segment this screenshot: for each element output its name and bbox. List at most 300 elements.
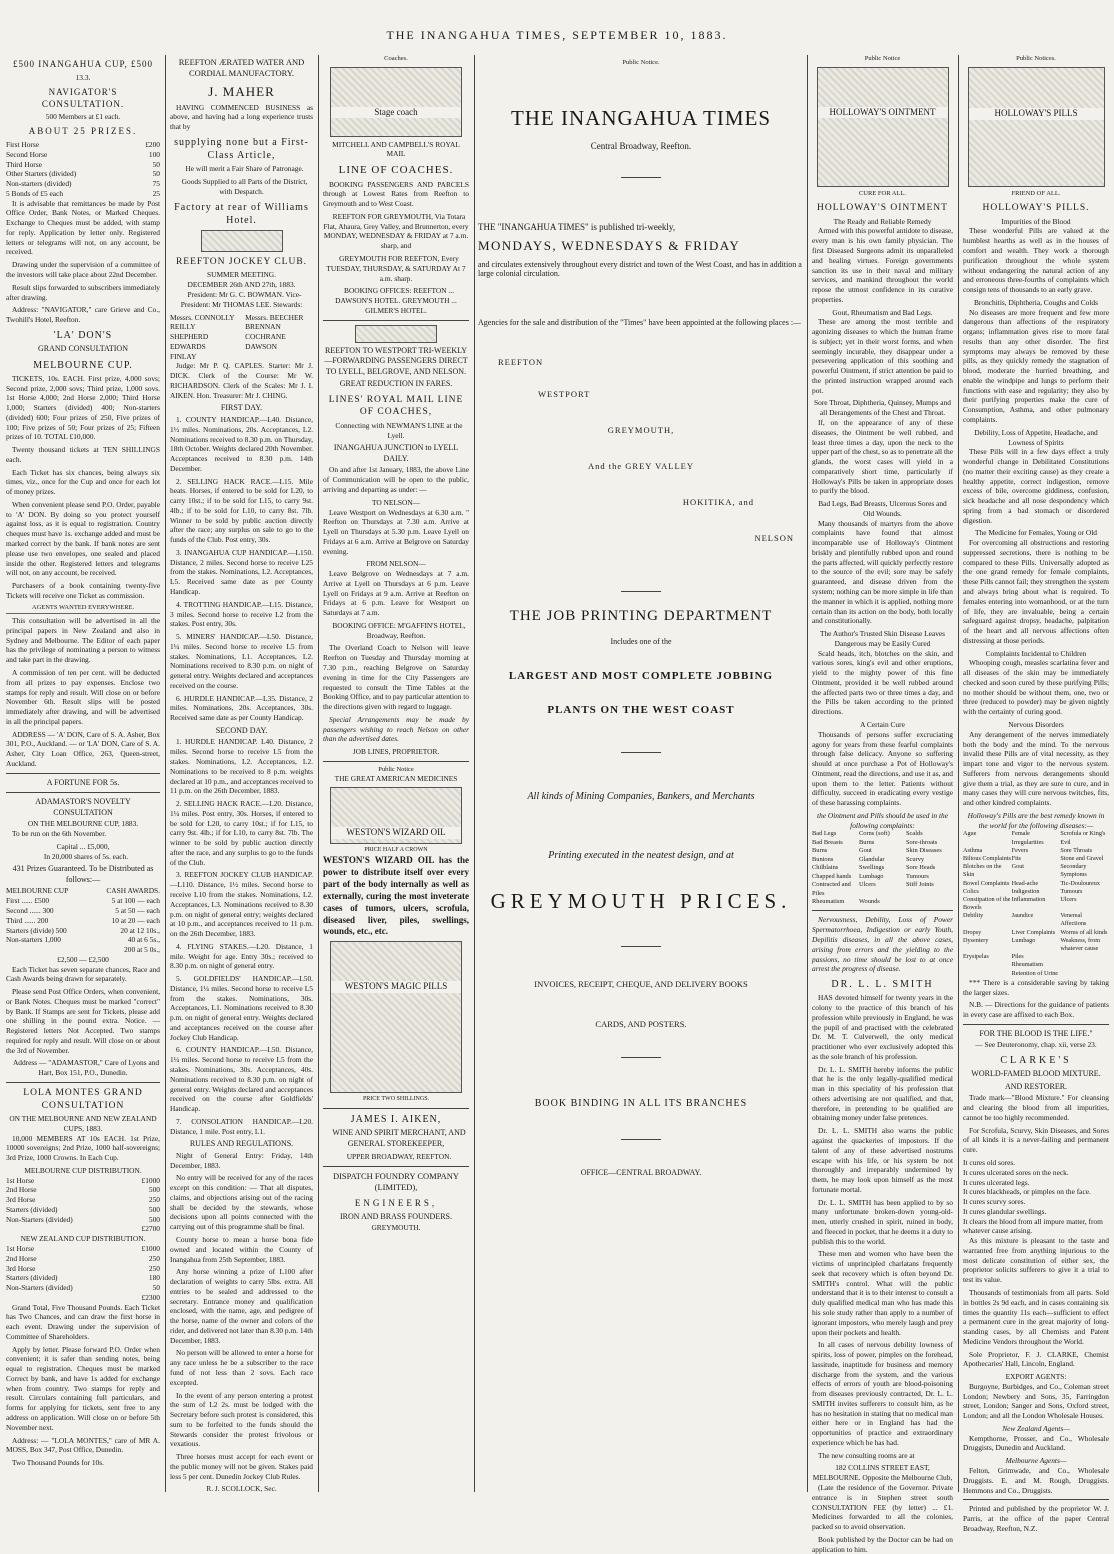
magic-pills-image	[330, 941, 462, 1093]
list-item: Gout	[1011, 863, 1025, 871]
paragraph: No person will be allowed to enter a horse for any race unless he be a subscriber to the race fund of not less than 2 sovs. Each race excepted.	[170, 1348, 313, 1387]
paragraph: These Pills will in a few days effect a truly wonderful change in Debilitated Constitutions (no matter their exciting cause) as they create a healthy appetite, correct indigestion, remove excess of bile, overcome giddiness, confusion, sick headache and all nose despondency which spring from a bad stomach or disordered digestion.	[963, 447, 1109, 525]
cards-line: CARDS, AND POSTERS.	[595, 1019, 687, 1029]
table-row	[6, 1293, 160, 1303]
list-item: Worms of all kinds	[1060, 928, 1108, 936]
cell: DAWSON	[245, 341, 277, 351]
list-item	[1060, 961, 1109, 969]
section-label: Public Notice	[864, 55, 901, 62]
subhead: Bronchitis, Diphtheria, Coughs and Colds	[974, 297, 1098, 307]
list-item: Ague	[963, 830, 977, 838]
section-label: Public Notices.	[1016, 55, 1056, 62]
cell: Third Horse	[6, 159, 42, 169]
subhead: Holloway's Pills are the best remedy known in the world for the following diseases:—	[967, 810, 1105, 830]
paragraph: Any horse winning a prize of L100 after declaration of weights to carry 5lbs. extra. All entries to be sealed and addressed to the secretary. Entrance money and qualification enclosed, with the name, age, and pedigree of the horse, name of the owner and colors of the rider, and delivered not later than 8.30 p.m. 14th December, 1883.	[170, 1267, 313, 1345]
race-entry: 2. SELLING HACK RACE.—L20. Distance, 1¼ miles. Post entry, 30s. Horses, if entered to be sold for L20, to carry 10st.; if for L15, to carry 9st. 4lb.; if for L10, to carry 8st. 7lb. The winner to be sold by public auction directly after the race, and any surplus to go to the funds of the Club.	[170, 799, 313, 867]
subhead: THE GREAT AMERICAN MEDICINES	[334, 774, 458, 784]
subhead: MELBOURNE CUP DISTRIBUTION.	[24, 1165, 142, 1175]
list-item: Colics	[963, 887, 979, 895]
list-item: Gout	[859, 847, 872, 855]
cell: 75	[152, 179, 160, 189]
race-entry: 7. CONSOLATION HANDICAP.—L20. Distance, 1 mile. Post entry, L1.	[170, 1116, 313, 1136]
subhead: Bad Legs, Bad Breasts, Ulcerous Sores and Old Wounds.	[818, 499, 947, 518]
paragraph: He will merit a Fair Share of Patronage.	[185, 164, 304, 174]
paragraph: For Scrofula, Scurvy, Skin Diseases, and Sores of all kinds it is a never-failing and permanent cure.	[963, 1125, 1109, 1155]
address: 182 COLLINS STREET EAST, MELBOURNE. Opposite the Melbourne Club,	[812, 1463, 953, 1483]
paragraph: No entry will be received for any of the races except on this condition: — That all disputes, claims, and objections arising out of the racing shall be decided by the stewards, whose decisions upon all points connected with the carrying out of this programme shall be final.	[170, 1173, 313, 1232]
agency-place: HOKITIKA, and	[682, 497, 754, 507]
list-item: Contracted and Piles	[812, 881, 851, 897]
paragraph: Grand Total, Five Thousand Pounds. Each Ticket has Two Chances, and can draw the first horse in each event. Drawing under the supervision of Committee of Shareholders.	[6, 1302, 160, 1341]
table-row	[6, 150, 160, 160]
table-row	[6, 1224, 160, 1234]
cell: REILLY	[170, 322, 196, 332]
list-item: It clears the blood from all impure matter, from whatever cause arising.	[963, 1216, 1103, 1236]
list-item: Blotches on the Skin	[963, 863, 1002, 879]
list-item: Scalds	[906, 830, 923, 838]
subhead: The Author's Trusted Skin Disease Leaves Dangerous may be Easily Cured	[819, 629, 946, 648]
subhead: 500 Members at £1 each.	[45, 112, 121, 122]
headline: JAMES I. AIKEN,	[350, 1114, 442, 1126]
image-caption: Stage coach	[331, 107, 461, 119]
headline: MELBOURNE CUP.	[33, 359, 133, 371]
table-row	[170, 313, 313, 323]
table-row	[170, 332, 313, 342]
cell: Non-Starters (divided)	[6, 1283, 73, 1293]
list-item: Dysentery	[963, 936, 989, 944]
paragraph: Drawing under the supervision of a committee of the investors will take place about 22nd December.	[6, 260, 160, 279]
subhead: The Ready and Reliable Remedy	[833, 216, 932, 226]
list-item: It cures scurvy sores.	[963, 1197, 1026, 1207]
list-item: Retention of Urine	[1011, 969, 1059, 977]
cell: 250	[148, 1195, 160, 1205]
cell: 50	[152, 1283, 160, 1293]
paragraph: Leave Westport on Wednesdays at 6.30 a.m. " Reefton on Thursdays at 7.30 a.m. Arrive at Lyell on Thursdays at 5.30 p.m. Leave Lyell on Fridays at 6 a.m. Arrive at Belgrove on Saturday evening.	[323, 507, 469, 556]
cures-list	[963, 1158, 1109, 1236]
divider	[323, 761, 469, 762]
subhead: New Zealand Agents—	[1002, 1423, 1070, 1433]
subhead: ON THE MELBOURNE AND NEW ZEALAND CUPS, 1883.	[9, 1114, 157, 1133]
paragraph: Dr. L. L. SMITH has been applied to by so many unfortunate broken-down young-old-men, utterly crushed in spirit, ruined in body, and fleeced in pocket, that he deems it a duty to publish this to the world.	[812, 1197, 953, 1246]
paragraph: This consultation will be advertised in all the principal papers in New Zealand and also in Sydney and Melbourne. The Editor of each paper has the privilege of nominating a person to witness and take part in the drawing.	[6, 616, 160, 665]
headline: ADAMASTOR'S NOVELTY CONSULTATION	[35, 797, 131, 817]
paragraph: Thousands of testimonials from all parts. Sold in bottles 2s 9d each, and in cases containing six times the quantity 11s each—sufficient to effect a permanent cure in the great majority of long-standing cases, by all Chemists and Patent Medicine Vendors throughout the World.	[963, 1287, 1109, 1346]
paragraph: 10,000 MEMBERS AT 10s EACH. 1st Prize, 10000 sovereigns; 2nd Prize, 1000 half-sovereigns; 3rd Prize, 1000 Crowns. In Each Cup.	[6, 1133, 160, 1163]
paragraph: Purchasers of a book containing twenty-five Tickets will receive one Ticket as commission.	[6, 581, 160, 600]
list-item: Burns	[812, 847, 828, 855]
subhead: 13.3.	[75, 72, 91, 82]
subhead: — See Deuteronomy, chap. xii, verse 23.	[975, 1040, 1097, 1050]
paragraph: REEFTON FOR GREYMOUTH, Via Totara Flat, Ahaura, Grey Valley, and Brunnerton, every MONDAY, WEDNESDAY & FRIDAY at 7 a.m. sharp, and	[323, 211, 469, 251]
divider	[963, 1024, 1109, 1025]
cell: 5 at 100 — each	[111, 896, 160, 906]
race-entry: 6. HURDLE HANDICAP.—L35. Distance, 2 miles. Nominations, 20s. Acceptances, 30s. Received same date as per County Handicap.	[170, 693, 313, 723]
cures-list	[812, 830, 953, 906]
paragraph: It is advisable that remittances be made by Post Office Order, Bank Notes, or Marked Cheques. Exchange to Cheques must be added, with stamp for reply. Application by letter only. Registered letters or telegrams will not, on any account, be received.	[6, 198, 160, 257]
table-row	[6, 916, 160, 926]
paragraph: County horse to mean a horse bona fide owned and located within the County of Inangahua from 25th September, 1883.	[170, 1235, 313, 1264]
capital: Capital ... £5,000,	[56, 841, 110, 851]
column-1	[6, 55, 160, 1492]
list-item: Fevers	[1011, 846, 1029, 854]
table-row	[6, 935, 160, 945]
agency-place: And the GREY VALLEY	[588, 461, 694, 471]
headline: LOLA MONTES GRAND CONSULTATION	[23, 1087, 143, 1111]
cell: 3rd Horse	[6, 1195, 36, 1205]
west-coast-plants: PLANTS ON THE WEST COAST	[547, 704, 735, 716]
subhead: Debility, Loss of Appetite, Headache, and Lowness of Spirits	[974, 427, 1098, 447]
publication-days: MONDAYS, WEDNESDAYS & FRIDAY	[478, 238, 741, 253]
paragraph: As this mixture is pleasant to the taste and warranted free from anything injurious to the most delicate constitution of either sex, the proprietor solicits sufferers to give it a trial to test its value.	[963, 1236, 1109, 1285]
list-item: It cures glandular swellings.	[963, 1206, 1047, 1216]
race-entry: 5. GOLDFIELDS' HANDICAP.—L50. Distance, 1¼ miles. Second horse to receive L5 from the stakes. Nominations, 30s. Acceptances, L1. Nominations received to 8.30 p.m. on night of general entry. Weights declared and acceptances received on the course after Jockey Club Handicap.	[170, 974, 313, 1042]
headline: NAVIGATOR'S CONSULTATION.	[41, 86, 125, 109]
list-item: Corns (soft)	[859, 830, 890, 838]
headline: SECOND DAY.	[215, 725, 268, 735]
race-entry: 2. SELLING HACK RACE.—L15. Mile heats. Horses, if entered to be sold for L20, to carry 10st.; if to be sold for L15, to carry 9st. 4lb.; if to be sold for L10, to carry 8st. 7lb. Winner to be sold by public auction directly after the race; any surplus on sale to go to the funds of the Club. Post entry, 30s.	[170, 476, 313, 545]
divider	[621, 177, 661, 178]
cell	[245, 352, 313, 362]
cell: Second Horse	[6, 149, 48, 159]
paragraph: UPPER BROADWAY, REEFTON.	[346, 1152, 452, 1162]
table-row	[6, 1185, 160, 1195]
subhead: Includes one of the	[610, 637, 672, 646]
list-item: Tic-Douloureux	[1060, 879, 1100, 887]
column-2	[170, 55, 313, 1492]
cell: Non-Starters (divided)	[6, 1214, 73, 1224]
cell: 2nd Horse	[6, 1253, 37, 1263]
list-item: It cures ulcerated sores on the neck.	[963, 1167, 1069, 1177]
headline: Factory at rear of Williams Hotel.	[174, 201, 309, 226]
table-row	[6, 1176, 160, 1186]
largest-plant: LARGEST AND MOST COMPLETE JOBBING	[508, 670, 774, 682]
paragraph: Dr. L. L. SMITH also warns the public against the quackeries of impostors. If the talent of any of these advertised nostrums escape with his life, or his system be not thoroughly and irreparably undermined by them, he may look upon himself as the most fortunate mortal.	[812, 1126, 953, 1194]
cell: 50	[152, 169, 160, 179]
cell: Non-starters 1,000	[6, 935, 62, 945]
headline: FOR THE BLOOD IS THE LIFE."	[979, 1028, 1093, 1038]
agency-place: REEFTON	[498, 357, 544, 367]
paragraph: (Late the residence of the Governor. Private entrance is in Stephen street south CONSULTATION FEE (by letter) ... £1. Medicines forwarded to all the colonies, packed so to avoid observation.	[812, 1483, 953, 1532]
cell	[6, 945, 89, 955]
paragraph: Trade mark—"Blood Mixture." For cleansing and clearing the blood from all impurities, cannot be too highly recommended.	[963, 1093, 1109, 1122]
subhead: FRIEND OF ALL.	[1011, 189, 1061, 197]
table-row	[6, 140, 160, 150]
list-item: Weakness, from whatever cause	[1060, 936, 1101, 953]
cell: MELBOURNE CUP	[6, 886, 69, 896]
subhead: SUMMER MEETING.	[207, 270, 276, 280]
cell: EDWARDS	[170, 341, 206, 351]
table-row	[170, 322, 313, 332]
list-item: It cures old sores.	[963, 1158, 1016, 1168]
section-label: Coaches.	[384, 55, 408, 62]
list-item: Burns	[859, 838, 875, 846]
list-item: Wounds	[859, 898, 880, 906]
total: £2,500 — £2,500	[57, 954, 109, 964]
paragraph: Nervousness, Debility, Loss of Power Spermatorrhoea, Indigestion or early Youth, Depilitis diseases, in all the above cases, arising from errors and the yielding to the passions, no time should be lost to at once arrest the progress of disease.	[812, 915, 953, 974]
cell: FINLAY	[170, 351, 197, 361]
list-item: Bad Legs	[812, 830, 837, 838]
list-item	[963, 970, 1012, 978]
list-item: Skin Diseases	[906, 847, 942, 855]
cell: CASH AWARDS.	[106, 886, 160, 896]
cell: £2700	[141, 1224, 160, 1234]
list-item: Sore-throats	[906, 838, 938, 846]
cell: COCHRANE	[245, 332, 286, 342]
list-item: Jaundice	[1011, 912, 1034, 920]
paragraph: Whooping cough, measles scarlatina fever and all diseases of the skin may be immediately checked and soon cured by these purifying Pills; no mother should be without them, one, two or three (reduced to powder) may be given nightly with the certainty of curing good.	[963, 658, 1109, 717]
image-caption: WESTON'S WIZARD OIL	[331, 827, 461, 839]
paragraph: The Overland Coach to Nelson will leave Reefton on Tuesday and Thursday morning at 7.30 p.m., reaching Belgrove on Saturday evening in time for the City Passengers are requested to consult the Time Tables at the Booking Office, and to pay particular attention to the directions given with regard to luggage.	[323, 643, 469, 712]
race-entry: 4. FLYING STAKES.—L20. Distance, 1 mile. Weight for age. Entry 30s.; received to 8.30 p.m. on night of general entry.	[170, 941, 313, 971]
section-label: Public Notice.	[622, 59, 660, 66]
list-item: Lumbago	[1011, 936, 1036, 944]
paragraph: Goods Supplied to all Parts of the District, with Despatch.	[181, 177, 308, 196]
printing-line: Printing executed in the neatest design, and at	[548, 850, 734, 861]
cell: £200	[145, 140, 160, 150]
cell: Messrs. CONNOLLY	[170, 312, 235, 322]
headline: REEFTON TO WESTPORT TRI-WEEKLY—FORWARDING PASSENGERS DIRECT TO LYELL, BELGROVE, AND NELSON.	[324, 345, 468, 376]
paragraph: Result slips forwarded to subscribers immediately after drawing.	[6, 282, 160, 302]
paragraph: In 20,000 shares of 5s. each.	[43, 851, 129, 861]
agencies-note: Agencies for the sale and distribution of the "Times" have been appointed at the following places :—	[478, 318, 802, 327]
divider	[621, 1057, 661, 1058]
column-6	[963, 55, 1109, 1533]
headline: IRON AND BRASS FOUNDERS.	[339, 1211, 453, 1221]
race-entry: 6. COUNTY HANDICAP.—L50. Distance, 1¼ miles. Second horse to receive L5 from the stakes. Nominations, 30s. Acceptances, 40s. Nominations received to 8.30 p.m. on night of general entry. Weights declared and acceptances received on the course after Goldfields' Handicap.	[170, 1045, 313, 1114]
racehorse-image	[201, 230, 283, 252]
coach-image	[355, 325, 437, 343]
agency-place: NELSON	[754, 533, 794, 543]
list-item: Tumours	[906, 872, 929, 880]
paragraph: Address: — "LOLA MONTES," care of MR A. MOSS, Box 347, Post Office, Dunedin.	[6, 1435, 160, 1455]
subhead: DECEMBER 26th AND 27th, 1883.	[187, 280, 296, 290]
list-item: Female Irregularities	[1011, 830, 1044, 846]
table-row	[6, 169, 160, 179]
holloway-ointment-image	[817, 67, 949, 187]
cell: 1st Horse	[6, 1175, 35, 1185]
divider	[621, 591, 661, 592]
cell: First ...... £500	[6, 896, 50, 906]
list-item: Rheumatism	[812, 898, 845, 906]
paragraph: Sole Proprietor, F. J. CLARKE, Chemist Apothecaries' Hall, Lincoln, England.	[963, 1349, 1109, 1369]
paragraph: For overcoming all obstructions and restoring suppressed secretions, there is nothing to be compared to these Pills. Universally adopted as the one grand remedy for female complaints, these Pills cannot fail; they strengthen the system and always bring about what is required. To females entering into womanhood, or at the turn of life, they are invaluable, being a certain safeguard against dropsy, headache, palpitation of the heart and all nervous affections often distressing at those periods.	[963, 538, 1109, 645]
paragraph: Connecting with NEWMAN'S LINE at the Lyell.	[335, 420, 463, 440]
paragraph: In all cases of nervous debility lowness of spirits, loss of power, pimples on the forehead, lassitude, inaptitude for business and memory discharge from the system, and the various effects of errors of youth are blood-poisoning from diseases previously contracted, Dr. L. L. SMITH invites sufferers to consult him, as he has no hesitation in stating that no medical man either here or in England has had the opportunities of practice and extraordinary experience which he has had.	[812, 1340, 953, 1447]
section-label: Public Notice	[378, 765, 414, 773]
paragraph: Felton, Grimwade, and Co., Wholesale Druggists. E. and M. Rough, Druggists. Hemmons and Co., Druggists.	[963, 1465, 1109, 1495]
divider	[621, 946, 661, 947]
subhead: FROM NELSON—	[366, 559, 426, 569]
list-item: Chilblains	[812, 864, 839, 872]
paragraph: No diseases are more frequent and few more dangerous than affections of the respiratory organs; inflammation gives rise to more fatal results than any other disorder. The first symptoms may always be removed by these pills, as they quickly remedy the stagnation of blood, moderate the hurried breathing, and enable the windpipe and lungs to perform their functions with ease and regularity; they also by their purifying properties make the cure of Consumption, Asthma, and other pulmonary complaints.	[963, 307, 1109, 424]
cell: 250	[148, 1263, 160, 1273]
list-item: Ulcers	[859, 881, 876, 889]
job-printing-heading: THE JOB PRINTING DEPARTMENT	[509, 608, 773, 624]
list-item: Stiff Joints	[906, 881, 934, 889]
headline: INANGAHUA JUNCTION to LYELL DAILY.	[333, 443, 459, 463]
subhead: CURE FOR ALL.	[858, 189, 907, 197]
paragraph: Please send Post Office Orders, when convenient, or Bank Notes. Cheques must be marked "correct" by Bank. If Stamps are sent for Tickets, please add one shilling in the pound extra. Notice. — Registered letters Not Accepted. Two stamps required for reply and result. Will close on or about the 3rd of November.	[6, 987, 160, 1055]
cell: 25	[152, 188, 160, 198]
table-row	[6, 179, 160, 189]
paragraph: Kempthorne, Prosser, and Co., Wholesale Druggists, Dunedin and Auckland.	[963, 1433, 1109, 1453]
race-entry: 5. MINERS' HANDICAP.—L50. Distance, 1¼ miles. Second horse to receive L5 from stakes. Nominations, L1. Acceptances, L2. Nominations received to 8.30 p.m. on night of general entry. Weights declared and acceptances received on the course.	[170, 632, 313, 690]
subhead: Nervous Disorders	[1008, 719, 1064, 729]
cell: £1000	[141, 1175, 160, 1185]
paragraph: Armed with this powerful antidote to disease, every man is his own family physician. The first Diseased Surgeons admit its unparalleled and healing virtues. Foreign governments sanction its use in their naval and military services, and mankind throughout the world repose the utmost confidence in its curative properties.	[812, 226, 953, 304]
cell: 500	[148, 1214, 160, 1224]
paragraph: TICKETS, 10s. EACH. First prize, 4,000 sovs; Second prize, 2,000 sovs; Third prize, 1,000 sovs. 1st Horse 4,000; 2nd Horse 2,000; Third Horse 1,000; Starters (divided) 400; Non-starters (divided) 600; Four prizes of 250, Five prizes of 100; Five prizes of 50; Four prizes of 25; Fifteen prizes of 10. TOTAL £10,000.	[6, 373, 160, 442]
signature: R. J. SCOLLOCK, Sec.	[206, 1484, 277, 1494]
paragraph: These wonderful Pills are valued at the humblest hearths as well as in the houses of comfort and wealth. They work a thorough purification throughout the whole system without endangering the natural action of any and erroneous three-fourths of complaints which consign tens of thousands to an early grave.	[963, 226, 1109, 295]
headline: ENGINEERS,	[354, 1197, 438, 1208]
table-row	[6, 945, 160, 955]
wizard-oil-image	[330, 787, 462, 844]
subhead: Impurities of the Blood	[1001, 216, 1071, 226]
paragraph: Apply by letter. Please forward P.O. Order when convenient; it is safer than sending notes, being equal to registration. Cheques must be marked Correct by bank, and have 1s added for exchange when from country. Two stamps for reply and result. Circulars containing full particulars, and forms for applying for tickets, sent free to any address on application. Will close on or before 5th November next.	[6, 1344, 160, 1432]
table-row	[6, 886, 160, 896]
table-row	[6, 160, 160, 170]
invoices-line: INVOICES, RECEIPT, CHEQUE, AND DELIVERY BOOKS	[534, 979, 748, 989]
prize-table	[6, 140, 160, 199]
list-item: Glandular	[859, 855, 885, 863]
list-item: Stone and Gravel	[1060, 854, 1104, 862]
image-caption: HOLLOWAY'S PILLS	[969, 108, 1104, 120]
headline: £500 INANGAHUA CUP, £500	[12, 59, 153, 69]
list-item: Asthma	[963, 846, 983, 854]
list-item: Bunions	[812, 855, 834, 863]
divider	[963, 1499, 1109, 1500]
paragraph: A commission of ten per cent. will be deducted from all prizes to pay expenses. Enclose two stamps for reply and result. Will close on or before November 6th. Result slips will be posted immediately after drawing, and will be advertised in all the principal papers.	[6, 667, 160, 726]
list-item: Head-ache	[1011, 879, 1039, 887]
paragraph: Twenty thousand tickets at TEN SHILLINGS each.	[6, 445, 160, 464]
circulation-note: and circulates extensively throughout every district and town of the West Coast, and has in addition a large colonial circulation.	[478, 260, 802, 278]
cell: Non-starters (divided)	[6, 179, 72, 189]
cell: Second ...... 300	[6, 905, 54, 915]
column-rule	[474, 55, 475, 1492]
list-item	[1060, 970, 1109, 978]
race-entry: 3. INANGAHUA CUP HANDICAP.—L150. Distance, 2 miles. Second horse to receive L25 from the stakes. Nominations, L2. Acceptances, L5. Received same date as per County Handicap.	[170, 547, 313, 596]
subhead: Gout, Rheumatism and Bad Legs.	[832, 307, 933, 317]
list-item: Piles	[1011, 953, 1024, 961]
headline: DR. L. L. SMITH	[831, 979, 934, 991]
list-item: Venereal Affections	[1060, 912, 1087, 928]
headline: REEFTON ÆRATED WATER AND CORDIAL MANUFACTORY.	[178, 57, 305, 79]
list-item: Inflammation	[1011, 895, 1046, 903]
list-item: Tumours	[1060, 887, 1083, 895]
cell: 180	[148, 1273, 160, 1283]
paragraph: WINE AND SPIRIT MERCHANT, AND GENERAL STOREKEEPER,	[332, 1128, 466, 1148]
paragraph: In the event of any person entering a protest the sum of L2 2s. must be lodged with the Secretary before such protest is considered, this sum to be forfeited to the funds should the Stewards consider the protest frivolous or vexatious.	[170, 1390, 313, 1449]
paragraph: Two Thousand Pounds for 10s.	[12, 1458, 104, 1468]
paragraph: Each Ticket has seven separate chances, Race and Cash Awards being drawn for separately.	[6, 964, 160, 984]
column-rule	[318, 55, 319, 1492]
divider	[621, 752, 661, 753]
section-label: AGENTS WANTED EVERYWHERE.	[6, 604, 160, 615]
cell: 3rd Horse	[6, 1263, 36, 1273]
paragraph: GREYMOUTH FOR REEFTON, Every TUESDAY, THURSDAY, & SATURDAY At 7 a.m. sharp.	[326, 253, 466, 283]
list-item: Rheumatism	[1011, 961, 1043, 969]
paragraph: Leave Belgrove on Wednesdays at 7 a.m. Arrive at Lyell on Thursdays at 6 p.m. Leave Lyell on Fridays at 9 a.m. Arrive at Reefton on Fridays at 6 p.m. Leave for Westport on Saturdays at 7 a.m.	[323, 569, 469, 618]
column-5	[812, 55, 953, 1554]
paragraph: To be run on the 6th November.	[12, 829, 107, 839]
divider	[6, 773, 160, 774]
table-row	[6, 1254, 160, 1264]
list-item: Scrofula or King's Evil	[1060, 830, 1106, 846]
list-item: Bad Breasts	[812, 838, 843, 846]
paragraph: On and after 1st January, 1883, the above Line of Communication will be open to the public, arriving and departing as under: —	[323, 465, 469, 494]
paragraph: These are among the most terrible and agonizing diseases to which the human frame is subject; yet in their worst forms, and when seemingly incurable, they disappear under a persevering application of this soothing and powerful Ointment, if strict attention be paid to the printed instruction wrapped around each pot.	[812, 317, 953, 395]
list-item: It cures ulcerated legs.	[963, 1177, 1030, 1187]
column-rule	[807, 55, 808, 1492]
paragraph: Burgoyne, Burbidges, and Co., Coleman street London; Newbery and Sons, 35, Farringdon street, London; Sanger and Sons, Oxford street, London; and all the London Wholesale Houses.	[963, 1381, 1109, 1421]
list-item: Dropsy	[963, 928, 982, 936]
paragraph: Special Arrangements may be made by passengers wishing to reach Nelson on other than the advertised dates.	[323, 714, 469, 744]
paragraph: WESTON'S WIZARD OIL has the power to distribute itself over every part of the body internally as well as externally, curing the most inveterate cases of tumors, ulcers, scrofula, diseased liver, piles, swellings, wounds, etc., etc.	[323, 855, 469, 937]
headline: CLARKE'S	[1000, 1055, 1072, 1067]
cell: 5 Bonds of £5 each	[6, 188, 64, 198]
list-item	[963, 961, 1012, 969]
paragraph: *** There is a considerable saving by taking the larger sizes.	[963, 977, 1109, 997]
cell: £1000	[141, 1244, 160, 1253]
greymouth-prices: GREYMOUTH PRICES.	[490, 889, 792, 913]
paragraph: If, on the appearance of any of these diseases, the Ointment be well rubbed, and least three times a day, upon the neck to the upper part of the chest, so as to penetrate all the glands, the worst cases will yield in a comparatively short time, particularly if Holloway's Pills be taken in appropriate doses to purify the blood.	[812, 418, 953, 496]
cell: 40 at 6 5s.,	[127, 935, 160, 945]
divider	[323, 320, 469, 321]
paragraph: Scald heads, itch, blotches on the skin, and various sores, king's evil and other eruptions, yield to the mighty power of this fine Ointment, provided it be well rubbed around the affected parts two or three times a day, and the Pills be taken according to the printed directions.	[812, 648, 953, 717]
diseases-list	[963, 830, 1109, 977]
divider	[6, 792, 160, 793]
cell: £2300	[141, 1292, 160, 1302]
list-item: Swellings	[859, 864, 885, 872]
paragraph: N.B. — Directions for the guidance of patients in every case are affixed to each Box.	[963, 1000, 1109, 1020]
signature: JOB LINES, PROPRIETOR.	[352, 747, 440, 757]
list-item: Fits	[1011, 854, 1021, 862]
headline: AND RESTORER.	[1004, 1081, 1068, 1091]
paragraph: Three horses must accept for each event or the public money will not be given. Stakes paid less 5 per cent. Dunedin Jockey Club Rules.	[170, 1452, 313, 1481]
masthead: THE INANGAHUA TIMES, SEPTEMBER 10, 1883.	[386, 28, 728, 42]
headline: FIRST DAY.	[220, 403, 263, 413]
table-row	[6, 1205, 160, 1215]
headline: DISPATCH FOUNDRY COMPANY (LIMITED),	[332, 1171, 460, 1193]
stewards-table	[170, 313, 313, 362]
cell: 500	[148, 1185, 160, 1195]
price: PRICE HALF A CROWN	[364, 847, 428, 854]
list-item: Ulcers	[1060, 895, 1077, 903]
headline: WORLD-FAMED BLOOD MIXTURE.	[971, 1069, 1101, 1079]
list-item: Debility	[963, 912, 984, 920]
table-row	[6, 1273, 160, 1283]
cell: Messrs. BEECHER	[245, 312, 304, 322]
divider	[323, 1108, 469, 1109]
clients-line: All kinds of Mining Companies, Bankers, and Merchants	[527, 791, 755, 802]
race-entry: 4. TROTTING HANDICAP.—L15. Distance, 3 miles. Second horse to receive L2 from the stakes. Post entry, 30s.	[170, 599, 313, 629]
table-row	[6, 189, 160, 199]
table-row	[6, 926, 160, 936]
subhead: TO NELSON—	[371, 497, 421, 507]
list-item: Indigestion	[1011, 887, 1040, 895]
paragraph: BOOKING PASSENGERS AND PARCELS through at Lowest Rates from Reefton to Greymouth and to West Coast.	[323, 179, 469, 209]
paragraph: Thousands of persons suffer excruciating agony for years from these fearful complaints through false delicacy. Anyone so suffering should at once purchase a Pot of Holloway's Ointment, read the directions, and use it as, and upon them to the letter. Patients without difficulty, succeed in eradicating every vestige of these harassing complaints.	[812, 729, 953, 808]
paragraph: ADDRESS — 'A' DON, Care of S. A. Asher, Box 301, P.O., Auckland. — or 'LA' DON, Care of S. A. Asher, City Loan Office, 263, Queen-street, Auckland.	[6, 729, 160, 768]
cell: 5 at 50 — each	[115, 905, 160, 915]
divider	[621, 1139, 661, 1140]
paper-title: THE INANGAHUA TIMES	[510, 106, 772, 130]
paragraph: President: Mr G. C. BOWMAN. Vice-President: Mr THOMAS LEE. Stewards:	[180, 290, 303, 309]
paragraph: Book published by the Doctor can be had on application to him.	[812, 1534, 953, 1554]
subhead: Complaints Incidental to Children	[985, 648, 1087, 658]
subhead: The Medicine for Females, Young or Old	[975, 528, 1097, 538]
